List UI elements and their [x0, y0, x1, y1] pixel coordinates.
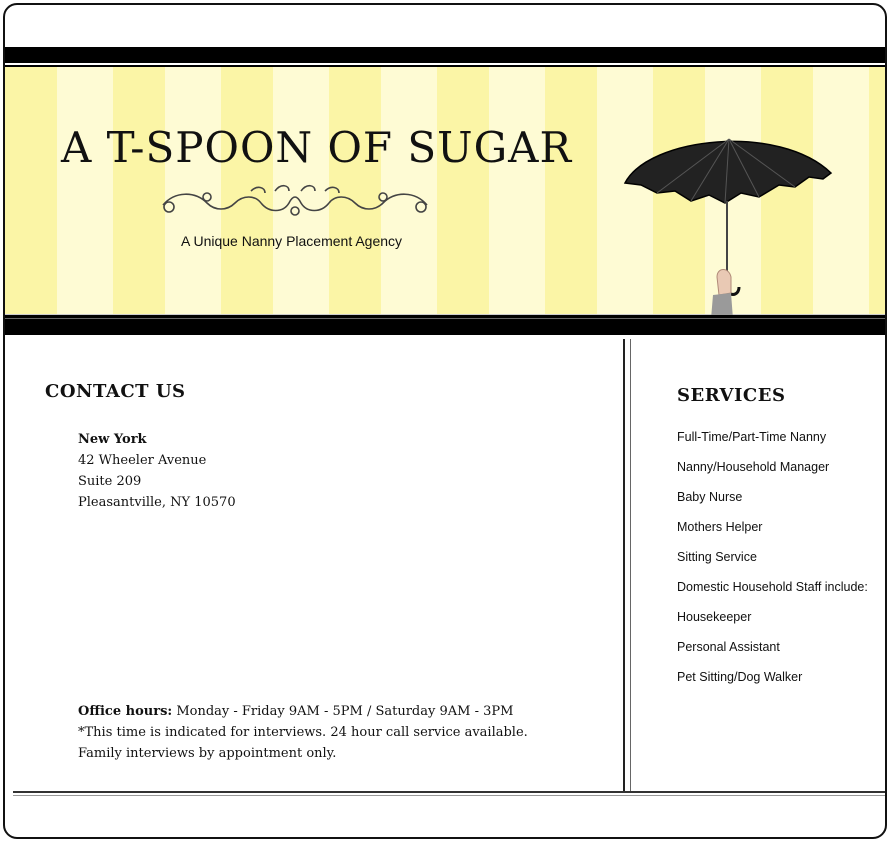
address-line: 42 Wheeler Avenue	[78, 453, 207, 468]
address-line: Pleasantville, NY 10570	[78, 495, 236, 510]
scroll-ornament-icon	[155, 181, 435, 225]
office-hours-text: Monday - Friday 9AM - 5PM / Saturday 9AM - 3PM	[176, 704, 514, 719]
page-frame	[3, 3, 887, 839]
tagline: A Unique Nanny Placement Agency	[181, 233, 403, 249]
contact-heading: CONTACT US	[45, 381, 186, 402]
header-bottom-bar	[5, 315, 885, 335]
office-hours-line	[78, 701, 528, 722]
service-item: Housekeeper	[677, 610, 752, 624]
service-item: Domestic Household Staff include:	[677, 580, 868, 594]
office-hours-block	[78, 701, 528, 764]
service-item: Personal Assistant	[677, 640, 780, 654]
service-item: Baby Nurse	[677, 490, 743, 504]
service-item: Pet Sitting/Dog Walker	[677, 670, 803, 684]
service-item: Sitting Service	[677, 550, 757, 564]
service-item: Nanny/Household Manager	[677, 460, 830, 474]
header-top-bar	[5, 47, 885, 67]
column-divider	[623, 339, 631, 793]
services-list	[677, 427, 868, 697]
interview-note: *This time is indicated for interviews. 24 hour call service available.	[78, 725, 528, 740]
service-item: Mothers Helper	[677, 520, 763, 534]
footer-divider	[13, 791, 885, 796]
umbrella-icon	[619, 127, 839, 319]
address-block	[78, 429, 236, 513]
appointment-note: Family interviews by appointment only.	[78, 746, 337, 761]
site-title: A T-SPOON OF SUGAR	[61, 123, 573, 172]
address-line: Suite 209	[78, 474, 142, 489]
address-city: New York	[78, 432, 147, 447]
service-item: Full-Time/Part-Time Nanny	[677, 430, 827, 444]
office-hours-label: Office hours:	[78, 704, 173, 719]
services-heading: SERVICES	[677, 385, 786, 406]
